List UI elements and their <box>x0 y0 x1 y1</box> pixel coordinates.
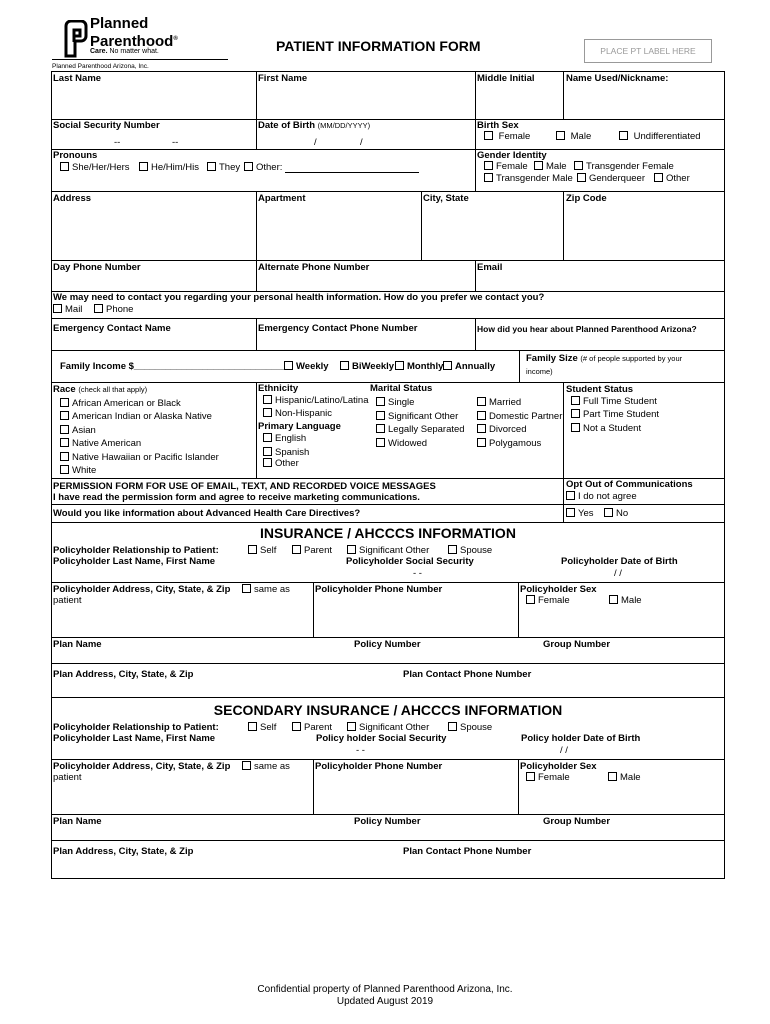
relationship-significant-other[interactable]: Significant Other <box>347 545 429 557</box>
ssn-dashes: - - <box>413 568 422 579</box>
checkbox-icon <box>604 508 613 517</box>
ssn-dashes: - - <box>356 745 365 756</box>
plan-phone-label: Plan Contact Phone Number <box>403 846 532 857</box>
checkbox-icon <box>571 409 580 418</box>
dob-slash-2: / <box>360 137 363 148</box>
policyholder-address-label: Policyholder Address, City, State, & Zip <box>53 584 231 595</box>
marital-option[interactable]: Legally Separated <box>376 424 465 436</box>
group-number-label: Group Number <box>543 639 611 650</box>
checkbox-icon <box>577 173 586 182</box>
gi-transgender-female[interactable]: Transgender Female <box>574 161 674 173</box>
relationship-spouse[interactable]: Spouse <box>448 722 492 734</box>
logo-tagline: Care. No matter what. <box>90 48 159 55</box>
birth-sex-male[interactable]: Male <box>556 131 591 143</box>
checkbox-icon <box>571 396 580 405</box>
checkbox-icon <box>248 722 257 731</box>
checkbox-icon <box>94 304 103 313</box>
advance-yes[interactable]: Yes <box>566 508 594 520</box>
checkbox-icon <box>60 465 69 474</box>
advance-no[interactable]: No <box>604 508 628 520</box>
gi-other[interactable]: Other <box>654 173 690 185</box>
footer-updated: Updated August 2019 <box>336 996 434 1007</box>
race-option[interactable]: African American or Black <box>60 398 181 410</box>
contact-phone[interactable]: Phone <box>94 304 133 316</box>
policyholder-name-label: Policyholder Last Name, First Name <box>53 733 216 744</box>
checkbox-icon <box>242 761 251 770</box>
checkbox-icon <box>263 447 272 456</box>
plan-name-label: Plan Name <box>53 816 102 827</box>
ssn-dash-1: -- <box>114 137 121 148</box>
checkbox-icon <box>395 361 404 370</box>
marital-option[interactable]: Divorced <box>477 424 527 436</box>
city-state-label: City, State <box>423 193 469 204</box>
emergency-phone-label: Emergency Contact Phone Number <box>258 323 418 334</box>
student-option[interactable]: Not a Student <box>571 423 641 435</box>
same-as-patient[interactable]: same as <box>242 761 290 773</box>
checkbox-icon <box>443 361 452 370</box>
relationship-significant-other[interactable]: Significant Other <box>347 722 429 734</box>
dob-label: Date of Birth (MM/DD/YYYY) <box>258 120 371 131</box>
checkbox-icon <box>60 398 69 407</box>
opt-out-label: Opt Out of Communications <box>566 479 693 490</box>
marital-option[interactable]: Domestic Partner <box>477 411 562 423</box>
plan-address-label: Plan Address, City, State, & Zip <box>53 669 194 680</box>
checkbox-icon <box>484 161 493 170</box>
checkbox-icon <box>571 423 580 432</box>
policyholder-sex-label: Policyholder Sex <box>520 761 597 772</box>
checkbox-icon <box>60 425 69 434</box>
relationship-parent[interactable]: Parent <box>292 545 332 557</box>
policyholder-dob-label: Policy holder Date of Birth <box>521 733 641 744</box>
gi-male[interactable]: Male <box>534 161 567 173</box>
income-annually[interactable]: Annually <box>443 361 495 373</box>
policyholder-sex-male[interactable]: Male <box>608 772 641 784</box>
checkbox-icon <box>242 584 251 593</box>
permission-agreement: I have read the permission form and agree to receive marketing communications. <box>53 492 420 503</box>
gi-female[interactable]: Female <box>484 161 528 173</box>
policyholder-name-label: Policyholder Last Name, First Name <box>53 556 216 567</box>
student-option[interactable]: Part Time Student <box>571 409 659 421</box>
checkbox-icon <box>574 161 583 170</box>
middle-initial-label: Middle Initial <box>477 73 535 84</box>
heard-about-label: How did you hear about Planned Parenthood Arizona? <box>477 324 697 334</box>
checkbox-icon <box>619 131 628 140</box>
checkbox-icon <box>60 411 69 420</box>
checkbox-icon <box>566 491 575 500</box>
checkbox-icon <box>477 438 486 447</box>
checkbox-icon <box>534 161 543 170</box>
policy-number-label: Policy Number <box>354 639 421 650</box>
checkbox-icon <box>263 433 272 442</box>
birth-sex-undifferentiated[interactable]: Undifferentiated <box>619 131 701 143</box>
policyholder-sex-label: Policyholder Sex <box>520 584 597 595</box>
org-name: Planned Parenthood Arizona, Inc. <box>52 63 149 70</box>
policyholder-address-label: Policyholder Address, City, State, & Zip <box>53 761 231 772</box>
pronoun-other[interactable]: Other: <box>244 162 282 174</box>
checkbox-icon <box>376 438 385 447</box>
checkbox-icon <box>448 722 457 731</box>
relationship-self[interactable]: Self <box>248 545 276 557</box>
checkbox-icon <box>292 545 301 554</box>
checkbox-icon <box>448 545 457 554</box>
zip-label: Zip Code <box>566 193 607 204</box>
policyholder-phone-label: Policyholder Phone Number <box>315 761 443 772</box>
logo-text-1: Planned <box>90 15 149 32</box>
nickname-label: Name Used/Nickname: <box>566 73 669 84</box>
address-label: Address <box>53 193 92 204</box>
email-label: Email <box>477 262 503 273</box>
checkbox-icon <box>608 772 617 781</box>
policyholder-sex-female[interactable]: Female <box>526 772 570 784</box>
first-name-label: First Name <box>258 73 308 84</box>
checkbox-icon <box>284 361 293 370</box>
day-phone-label: Day Phone Number <box>53 262 141 273</box>
checkbox-icon <box>60 162 69 171</box>
logo-text-2: Parenthood® <box>90 33 178 50</box>
checkbox-icon <box>477 411 486 420</box>
race-option[interactable]: White <box>60 465 96 477</box>
checkbox-icon <box>376 424 385 433</box>
income-biweekly[interactable]: BiWeekly <box>340 361 394 373</box>
checkbox-icon <box>484 131 493 140</box>
plan-address-label: Plan Address, City, State, & Zip <box>53 846 194 857</box>
race-option[interactable]: Asian <box>60 425 96 437</box>
checkbox-icon <box>484 173 493 182</box>
checkbox-icon <box>207 162 216 171</box>
policyholder-phone-label: Policyholder Phone Number <box>315 584 443 595</box>
permission-heading: PERMISSION FORM FOR USE OF EMAIL, TEXT, AND RECORDED VOICE MESSAGES <box>53 481 436 492</box>
checkbox-icon <box>340 361 349 370</box>
checkbox-icon <box>263 395 272 404</box>
checkbox-icon <box>526 772 535 781</box>
checkbox-icon <box>263 408 272 417</box>
ssn-dash-2: -- <box>172 137 179 148</box>
patient-label: patient <box>53 772 82 783</box>
opt-out-not-agree[interactable]: I do not agree <box>566 491 637 503</box>
policyholder-dob-label: Policyholder Date of Birth <box>561 556 678 567</box>
apartment-label: Apartment <box>258 193 306 204</box>
checkbox-icon <box>53 304 62 313</box>
marital-option[interactable]: Significant Other <box>376 411 458 423</box>
ethnicity-hispanic[interactable]: Hispanic/Latino/Latina <box>263 395 368 407</box>
last-name-label: Last Name <box>53 73 102 84</box>
relationship-label: Policyholder Relationship to Patient: <box>53 545 219 556</box>
marital-status-label: Marital Status <box>370 383 433 394</box>
language-other[interactable]: Other <box>263 458 299 470</box>
policyholder-ssn-label: Policyholder Social Security <box>346 556 474 567</box>
checkbox-icon <box>292 722 301 731</box>
pronoun-other-line[interactable] <box>285 172 419 173</box>
group-number-label: Group Number <box>543 816 611 827</box>
family-size-note: income) <box>526 367 553 376</box>
dob-slash-1: / <box>314 137 317 148</box>
contact-pref-question: We may need to contact you regarding your personal health information. How do you prefer we contact you? <box>53 292 545 303</box>
emergency-contact-label: Emergency Contact Name <box>53 323 171 334</box>
student-option[interactable]: Full Time Student <box>571 396 657 408</box>
language-english[interactable]: English <box>263 433 306 445</box>
same-as-patient[interactable]: same as <box>242 584 290 596</box>
gender-identity-label: Gender Identity <box>477 150 547 161</box>
ssn-label: Social Security Number <box>53 120 160 131</box>
relationship-self[interactable]: Self <box>248 722 276 734</box>
dob-slashes: / / <box>614 568 622 579</box>
checkbox-icon <box>347 545 356 554</box>
student-status-label: Student Status <box>566 384 634 395</box>
marital-option[interactable]: Single <box>376 397 414 409</box>
income-weekly[interactable]: Weekly <box>284 361 329 373</box>
policyholder-sex-female[interactable]: Female <box>526 595 570 607</box>
birth-sex-label: Birth Sex <box>477 120 519 131</box>
race-option[interactable]: Native Hawaiian or Pacific Islander <box>60 452 219 464</box>
plan-phone-label: Plan Contact Phone Number <box>403 669 532 680</box>
birth-sex-female[interactable]: Female <box>484 131 530 143</box>
policyholder-ssn-label: Policy holder Social Security <box>316 733 447 744</box>
advance-directive-question: Would you like information about Advanced Health Care Directives? <box>53 508 361 519</box>
pronoun-he[interactable]: He/Him/His <box>139 162 199 174</box>
income-monthly[interactable]: Monthly <box>395 361 443 373</box>
relationship-spouse[interactable]: Spouse <box>448 545 492 557</box>
logo <box>62 15 182 60</box>
pronoun-she[interactable]: She/Her/Hers <box>60 162 130 174</box>
checkbox-icon <box>347 722 356 731</box>
marital-option[interactable]: Polygamous <box>477 438 541 450</box>
form-title: PATIENT INFORMATION FORM <box>276 38 481 54</box>
checkbox-icon <box>376 397 385 406</box>
race-option[interactable]: American Indian or Alaska Native <box>60 411 212 423</box>
secondary-insurance-section-title: SECONDARY INSURANCE / AHCCCS INFORMATION <box>213 702 563 718</box>
policyholder-sex-male[interactable]: Male <box>609 595 642 607</box>
logo-underline <box>52 59 228 60</box>
checkbox-icon <box>263 458 272 467</box>
checkbox-icon <box>654 173 663 182</box>
checkbox-icon <box>526 595 535 604</box>
relationship-label: Policyholder Relationship to Patient: <box>53 722 219 733</box>
ethnicity-label: Ethnicity <box>258 383 299 394</box>
dob-slashes: / / <box>560 745 568 756</box>
checkbox-icon <box>477 397 486 406</box>
planned-parenthood-logo-icon <box>62 20 88 58</box>
checkbox-icon <box>566 508 575 517</box>
ethnicity-non-hispanic[interactable]: Non-Hispanic <box>263 408 332 420</box>
family-size-label: Family Size (# of people supported by your <box>526 353 683 364</box>
language-spanish[interactable]: Spanish <box>263 447 309 459</box>
gi-genderqueer[interactable]: Genderqueer <box>577 173 645 185</box>
patient-label: patient <box>53 595 82 606</box>
marital-option[interactable]: Widowed <box>376 438 427 450</box>
checkbox-icon <box>477 424 486 433</box>
alt-phone-label: Alternate Phone Number <box>258 262 370 273</box>
checkbox-icon <box>60 438 69 447</box>
insurance-section-title: INSURANCE / AHCCCS INFORMATION <box>260 525 516 541</box>
primary-language-label: Primary Language <box>258 421 341 432</box>
checkbox-icon <box>556 131 565 140</box>
checkbox-icon <box>609 595 618 604</box>
patient-label-box[interactable]: PLACE PT LABEL HERE <box>584 39 712 63</box>
footer-confidential: Confidential property of Planned Parenthood Arizona, Inc. <box>257 984 513 995</box>
family-income-label[interactable]: Family Income $_____________________________ <box>60 361 288 372</box>
race-option[interactable]: Native American <box>60 438 141 450</box>
relationship-parent[interactable]: Parent <box>292 722 332 734</box>
pronouns-label: Pronouns <box>53 150 98 161</box>
checkbox-icon <box>248 545 257 554</box>
checkbox-icon <box>244 162 253 171</box>
policy-number-label: Policy Number <box>354 816 421 827</box>
race-label: Race (check all that apply) <box>53 384 148 395</box>
checkbox-icon <box>376 411 385 420</box>
pronoun-they[interactable]: They <box>207 162 240 174</box>
marital-option[interactable]: Married <box>477 397 521 409</box>
plan-name-label: Plan Name <box>53 639 102 650</box>
contact-mail[interactable]: Mail <box>53 304 82 316</box>
checkbox-icon <box>139 162 148 171</box>
gi-transgender-male[interactable]: Transgender Male <box>484 173 573 185</box>
checkbox-icon <box>60 452 69 461</box>
